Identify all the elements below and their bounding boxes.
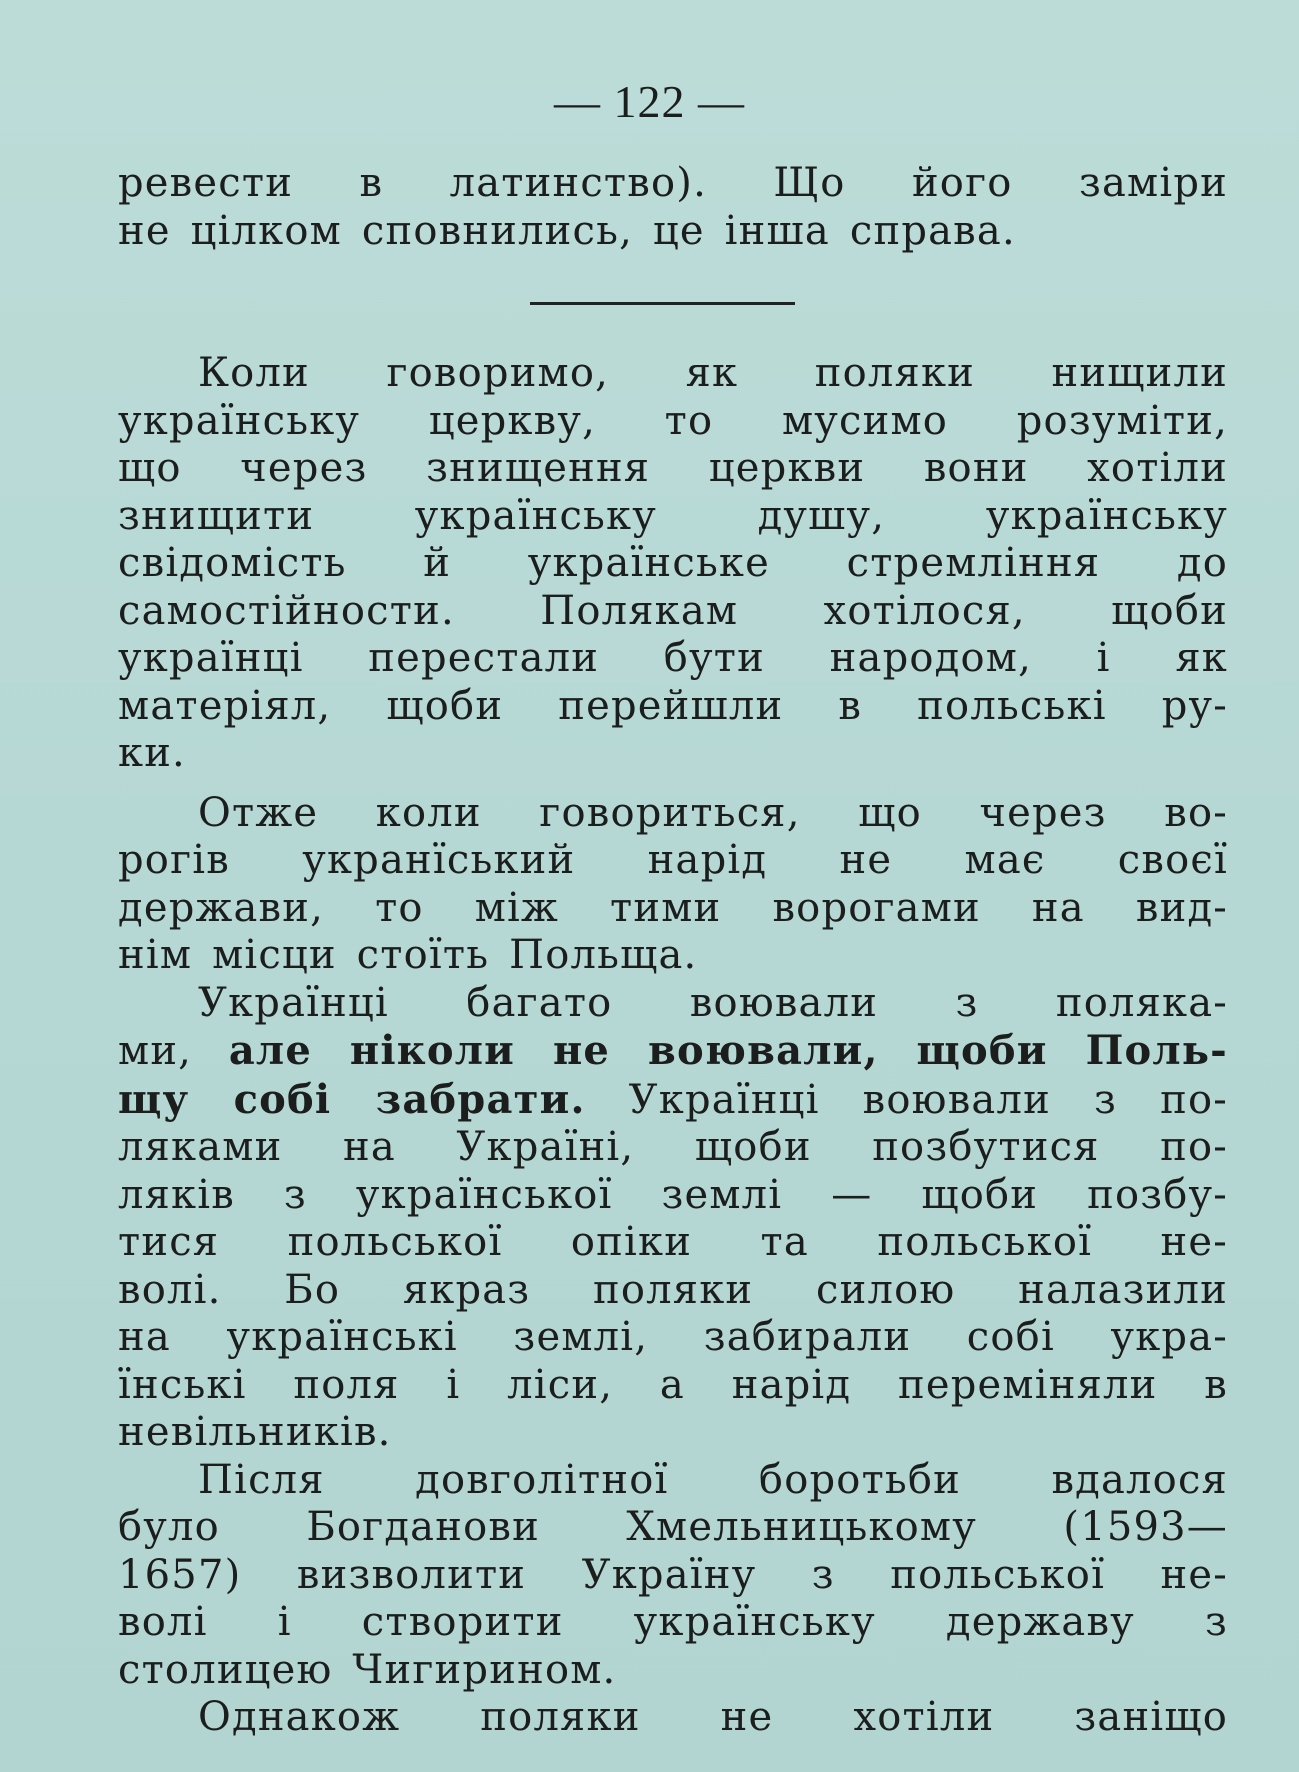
paragraph-2: [118, 790, 1228, 980]
paragraph-1: [118, 350, 1228, 778]
text-line: Коли говоримо, як поляки нищили: [198, 350, 1228, 396]
text-line: 1657) визволити Україну з польської не-: [118, 1551, 1228, 1598]
text-line-mixed: [118, 1027, 1228, 1076]
text-line: ки.: [118, 730, 186, 776]
text-line: на українські землі, забирали собі укра-: [118, 1314, 1228, 1360]
text-line-mixed: [118, 1076, 1228, 1125]
text-line: Однакож поляки не хотіли заніщо: [198, 1694, 1228, 1740]
text-bold: але ніколи не воювали, щоби Поль-: [228, 1027, 1228, 1074]
main-text: [118, 350, 1228, 1742]
text-line: рогів укранїський нарід не має своєї: [118, 837, 1228, 883]
continued-paragraph: [118, 160, 1228, 255]
text-line: нім місци стоїть Польща.: [118, 932, 698, 978]
page-number: — 122 —: [554, 76, 745, 127]
text-line: українську церкву, то мусимо розуміти,: [118, 397, 1228, 444]
text-line: що через знищення церкви вони хотіли: [118, 445, 1228, 491]
text-line: ляками на Україні, щоби позбутися по-: [118, 1124, 1228, 1170]
text-line: свідомість й українське стремління до: [118, 540, 1228, 586]
text-line: ревести в латинство). Що його заміри: [118, 160, 1228, 206]
text-line: Після довголітної боротьби вдалося: [198, 1456, 1228, 1503]
text-line: Українці багато воювали з поляка-: [198, 979, 1228, 1026]
text-line: було Богданови Хмельницькому (1593—: [118, 1504, 1228, 1550]
text-line: самостійности. Полякам хотілося, щоби: [118, 587, 1228, 634]
text-line: держави, то між тими ворогами на вид-: [118, 884, 1228, 931]
text-line: столицею Чигирином.: [118, 1646, 617, 1693]
text-line: ляків з української землі — щоби позбу-: [118, 1171, 1228, 1218]
text-line: волі і створити українську державу з: [118, 1599, 1228, 1645]
text-plain: Українці воювали з по-: [585, 1076, 1228, 1123]
text-line: волі. Бо якраз поляки силою налазили: [118, 1266, 1228, 1313]
text-line: невільників.: [118, 1409, 392, 1455]
text-line: не цілком сповнились, це інша справа.: [118, 207, 1016, 254]
text-line: знищити українську душу, українську: [118, 492, 1228, 539]
paragraph-4: [118, 1457, 1228, 1695]
text-plain: ми,: [118, 1028, 229, 1074]
text-line: матеріял, щоби перейшли в польські ру-: [118, 682, 1228, 729]
text-bold: щу собі забрати.: [118, 1075, 586, 1123]
text-line: Отже коли говориться, що через во-: [198, 789, 1228, 836]
paragraph-3: [118, 980, 1228, 1457]
paragraph-5: [118, 1694, 1228, 1742]
text-line: тися польської опіки та польської не-: [118, 1219, 1228, 1265]
section-divider: [530, 302, 795, 305]
text-line: їнські поля і ліси, а нарід переміняли в: [118, 1361, 1228, 1408]
text-line: українці перестали бути народом, і як: [118, 635, 1228, 681]
